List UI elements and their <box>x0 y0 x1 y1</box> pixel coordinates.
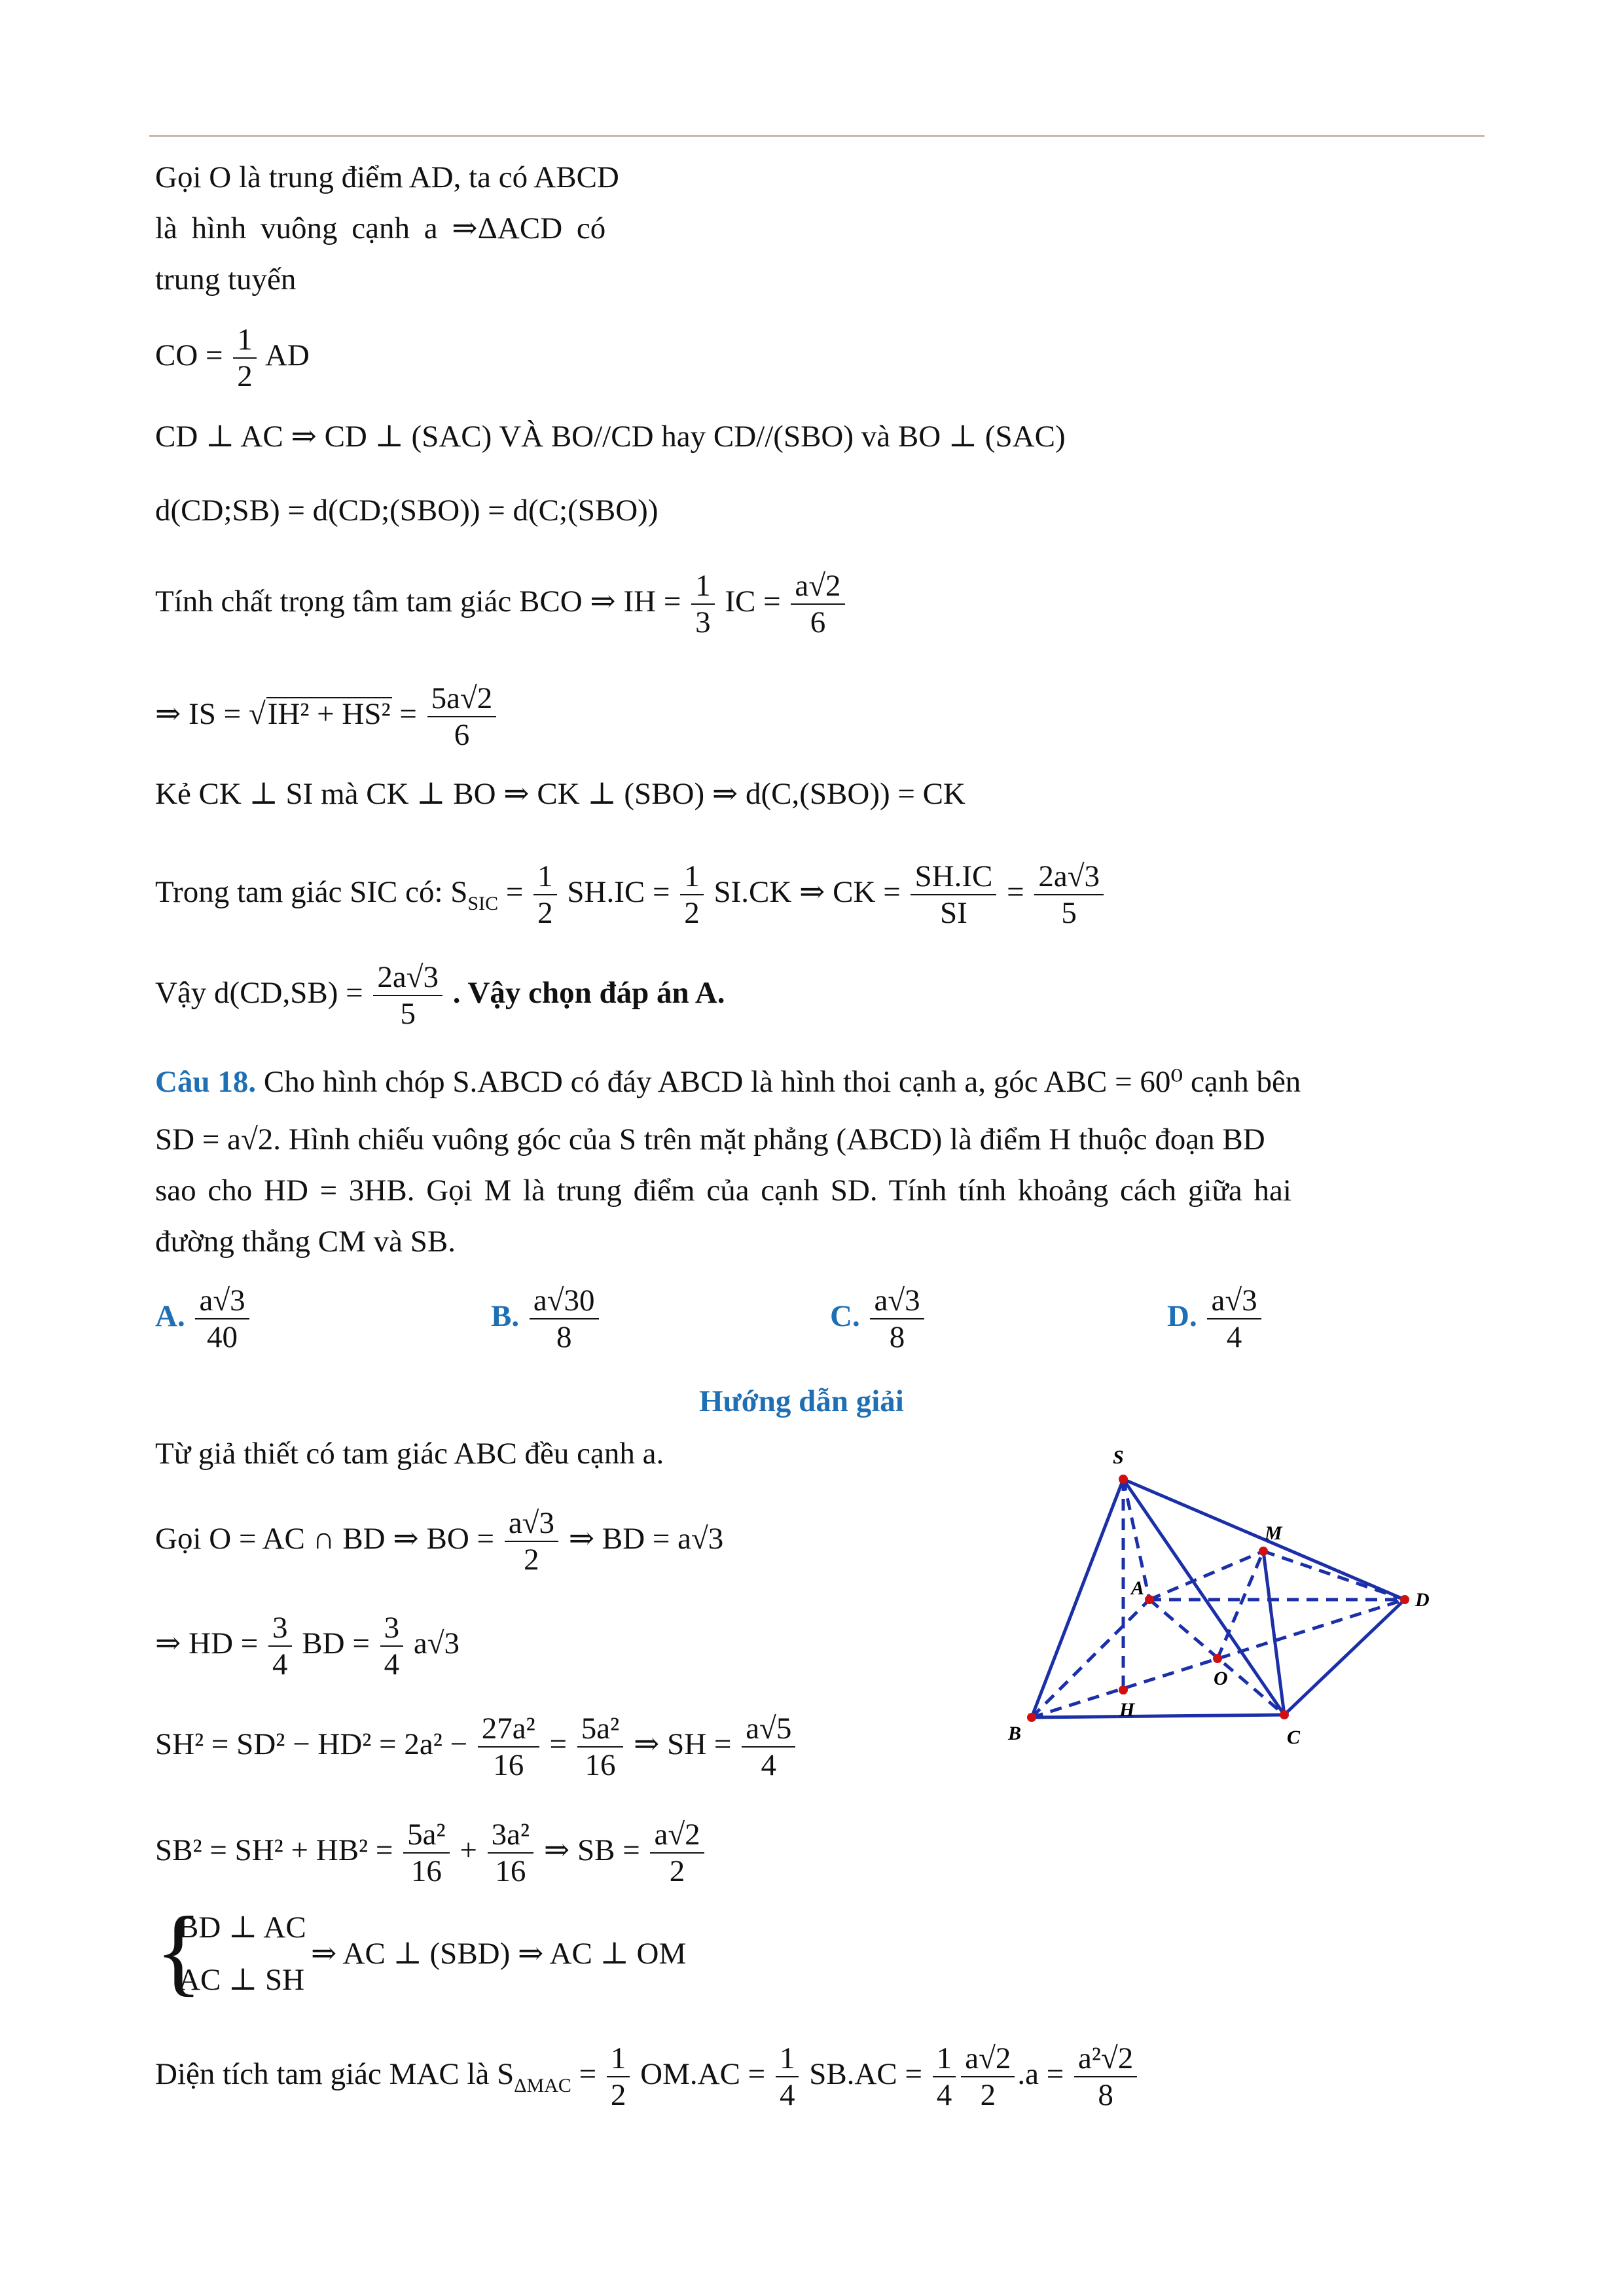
system-line: AC ⊥ SH <box>178 1963 305 1997</box>
label-o: O <box>1214 1668 1228 1689</box>
solution-heading: Hướng dẫn giải <box>699 1384 904 1418</box>
question-line: Câu 18. Cho hình chóp S.ABCD có đáy ABCD là hình thoi cạnh a, góc ABC = 60⁰ cạnh bên <box>155 1065 1301 1099</box>
equation-sic: Trong tam giác SIC có: $S_{SIC}$ = $\frac{1}{2}$ SH.IC = $\frac{1}{2}$ SI.CK ⇒ CK = $\frac{SH.IC}{SI}$ = $\frac{2a√3}{5}$ <box>155 859 1106 931</box>
equation-ck: Kẻ CK ⊥ SI mà CK ⊥ BO ⇒ CK ⊥ (SBO) ⇒ d(C,(SBO)) = CK <box>155 777 965 811</box>
conclusion: Vậy d(CD,SB) = $\frac{2a√3}{5}$ . Vậy chọn đáp án A. <box>155 960 725 1031</box>
equation-distance: d(CD;SB) = d(CD;(SBO)) = d(C;(SBO)) <box>155 493 659 528</box>
solution-line: SH² = SD² − HD² = 2a² − $\frac{\text{27a²}}{16}$ = $\frac{\text{5a²}}{16}$ ⇒ SH = $\frac{a√5}{4}$ <box>155 1711 798 1783</box>
question-line: SD = a√2. Hình chiếu vuông góc của S trên mặt phẳng (ABCD) là điểm H thuộc đoạn BD <box>155 1122 1265 1157</box>
edge-cd <box>1284 1600 1405 1715</box>
question-label: Câu 18. <box>155 1065 257 1099</box>
equation-co: CO = $\frac{1}{2}$ AD <box>155 323 310 394</box>
label-h: H <box>1119 1699 1135 1721</box>
system-brace: { <box>155 1897 202 2005</box>
fraction: $\frac{1}{2}$ <box>233 322 257 394</box>
label-c: C <box>1287 1727 1301 1748</box>
label-b: B <box>1008 1723 1022 1744</box>
point-c <box>1280 1710 1289 1719</box>
edge-sb <box>1032 1479 1123 1717</box>
text-line: Gọi O là trung điểm AD, ta có ABCD <box>155 160 619 194</box>
point-m <box>1259 1547 1268 1556</box>
answer-option-d[interactable]: D. $\frac{a√3}{4}$ <box>1167 1283 1264 1355</box>
question-line: đường thẳng CM và SB. <box>155 1225 456 1259</box>
point-b <box>1027 1713 1036 1722</box>
solution-line: ⇒ HD = $\frac{3}{4}$ BD = $\frac{3}{4}$ a√3 <box>155 1611 460 1682</box>
edge-bc <box>1032 1715 1284 1717</box>
text-line: là hình vuông cạnh a ⇒ΔACD có <box>155 211 606 245</box>
solution-line: Gọi O = AC ∩ BD ⇒ BO = $\frac{a√3}{2}$ ⇒ BD = a√3 <box>155 1506 724 1577</box>
segment-am <box>1149 1551 1263 1600</box>
header-rule <box>149 135 1485 137</box>
point-s <box>1119 1475 1128 1484</box>
label-m: M <box>1265 1522 1282 1544</box>
equation-is: ⇒ IS = √IH² + HS² = $\frac{5a√2}{6}$ <box>155 681 499 753</box>
solution-line: Diện tích tam giác MAC là $S_{\Delta MAC}$ = $\frac{1}{2}$ OM.AC = $\frac{1}{4}$ SB.AC = $\frac{1}{4}$ $\frac{a√2}{2}$ .a = $\frac{\text{a²√2}}{8}$ <box>155 2041 1140 2113</box>
answer-option-b[interactable]: B. $\frac{a√30}{8}$ <box>491 1283 602 1355</box>
text-line: trung tuyến <box>155 262 297 296</box>
point-d <box>1400 1595 1409 1604</box>
solution-line: SB² = SH² + HB² = $\frac{\text{5a²}}{16}$ + $\frac{\text{3a²}}{16}$ ⇒ SB = $\frac{a√2}{2}$ <box>155 1817 707 1889</box>
equation-cd-perp: CD ⊥ AC ⇒ CD ⊥ (SAC) VÀ BO//CD hay CD//(SBO) và BO ⊥ (SAC) <box>155 420 1066 454</box>
pyramid-figure <box>982 1433 1453 1761</box>
system-line: BD ⊥ AC <box>178 1910 306 1945</box>
answer-option-a[interactable]: A. $\frac{a√3}{40}$ <box>155 1283 252 1355</box>
equation-centroid: Tính chất trọng tâm tam giác BCO ⇒ IH = $\frac{1}{3}$ IC = $\frac{a√2}{6}$ <box>155 568 848 640</box>
point-o <box>1213 1654 1222 1663</box>
solution-line: Từ giả thiết có tam giác ABC đều cạnh a. <box>155 1437 664 1471</box>
label-s: S <box>1113 1446 1124 1468</box>
label-d: D <box>1415 1589 1430 1611</box>
label-a: A <box>1131 1577 1145 1599</box>
system-result: ⇒ AC ⊥ (SBD) ⇒ AC ⊥ OM <box>311 1937 687 1971</box>
point-a <box>1145 1595 1154 1604</box>
point-h <box>1119 1685 1128 1695</box>
answer-option-c[interactable]: C. $\frac{a√3}{8}$ <box>830 1283 927 1355</box>
segment-md <box>1263 1551 1405 1600</box>
question-line: sao cho HD = 3HB. Gọi M là trung điểm của cạnh SD. Tính tính khoảng cách giữa hai <box>155 1174 1291 1208</box>
